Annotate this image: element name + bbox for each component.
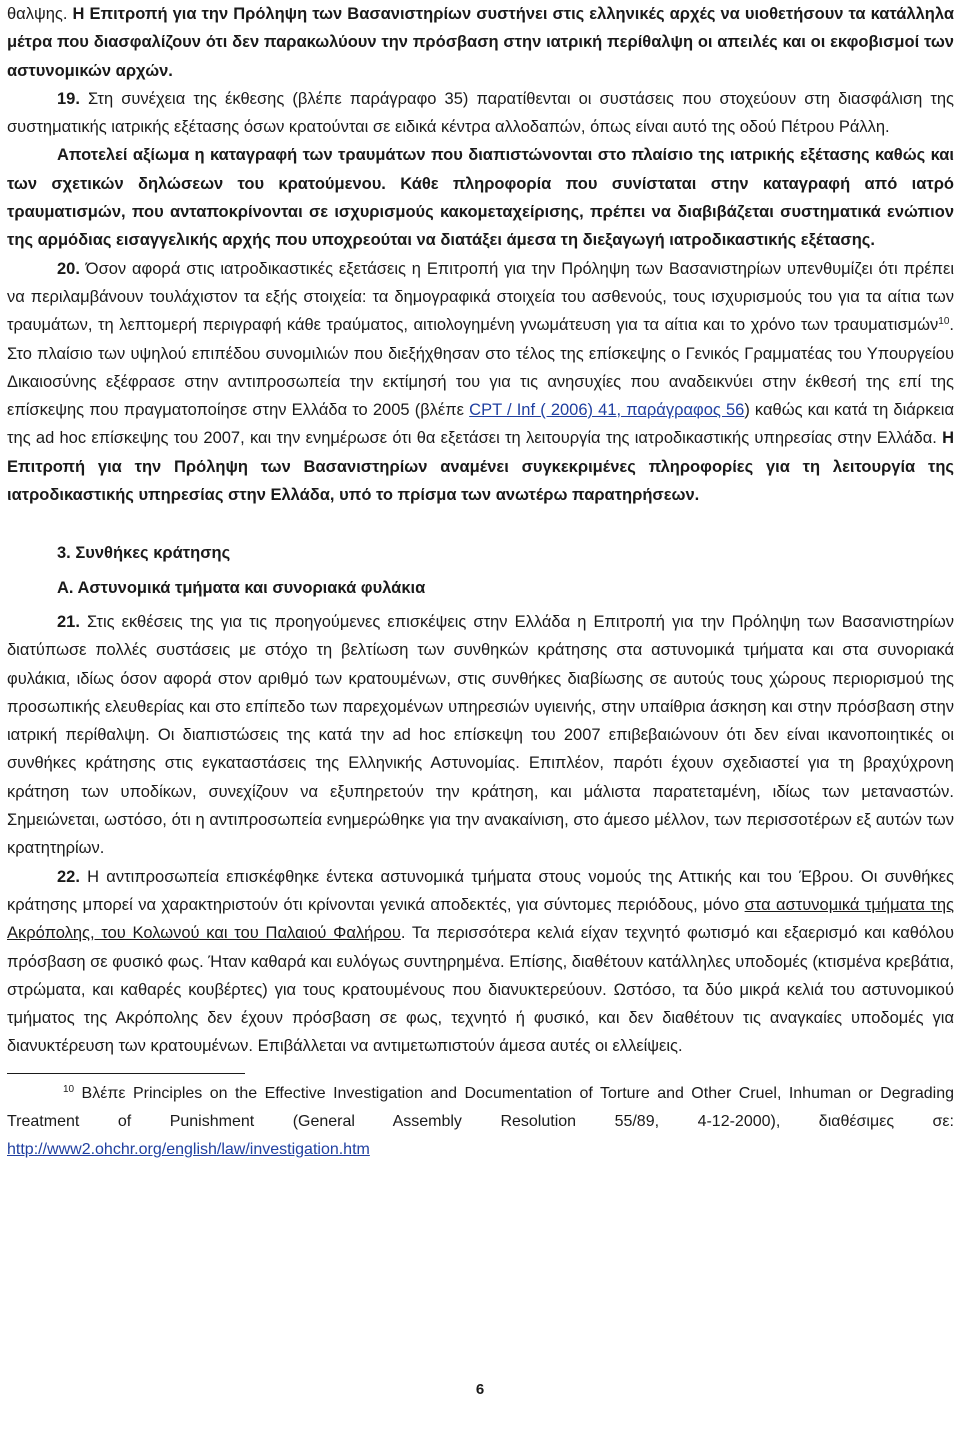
page-number: 6 [475,1381,485,1398]
recommendation-text: Αποτελεί αξίωμα η καταγραφή των τραυμάτων που διαπιστώνονται στο πλαίσιο της ιατρικής εξέτασης καθώς και των σχετικών δηλώσεων του κρατούμενου. Κάθε πληροφορία που συνίσταται στην καταγραφή από ιατρό τραυματισμών, που ανταποκρίνονται σε ισχυρισμούς κακομεταχείρισης, πρέπει να διαβιβάζεται συστηματικά ενώπιον της αρμόδιας εισαγγελικής αρχής που υποχρεούται να διατάξει άμεσα τη διεξαγωγή ιατροδικαστικής εξέτασης. [7,146,954,250]
paragraph-18-tail [7,0,954,85]
paragraph-19 [7,85,954,142]
report-reference-link[interactable]: CPT / Inf ( 2006) 41, παράγραφος 56 [469,401,745,420]
underlined-text: στα αστυνομικά τμήματα της Ακρόπολης, του Κολωνού και του Παλαιού Φαλήρου [7,895,954,943]
paragraph-20 [7,255,954,510]
footnote-text: Βλέπε Principles on the Effective Investigation and Documentation of Torture and Other Cruel, Inhuman or Degrading Treatment of Punishment (General Assembly Resolution 55/89, 4-12-2000), διαθέσιμες σε: [7,1084,954,1130]
paragraph-number: 19. [57,89,80,108]
footnote-number: 10 [63,1083,75,1095]
paragraph-text: . Στο πλαίσιο των υψηλού επιπέδου συνομιλιών που διεξήχθησαν στο τέλος της επίσκεψης ο Γενικός Γραμματέας του Υπουργείου Δικαιοσύνης εξέφρασε στην αντιπροσωπεία την εκτίμησή του για τις ανησυχίες που αναδεικνύει στην έκθεσή της επί της επίσκεψης που πραγματοποίησε στην Ελλάδα το 2005 (βλέπε [7,316,954,420]
footnote-link[interactable]: http://www2.ohchr.org/english/law/investigation.htm [7,1140,370,1158]
paragraph-text: Στις εκθέσεις της για τις προηγούμενες επισκέψεις στην Ελλάδα η Επιτροπή για την Πρόληψη των Βασανιστηρίων διατύπωσε πολλές συστάσεις με στόχο τη βελτίωση των συνθηκών κράτησης στα αστυνομικά τμήματα και στα συνοριακά φυλάκια, ιδίως όσον αφορά στον αριθμό των κρατουμένων, στις συνθήκες διαβίωσης σε αυτούς τους χώρους περιορισμού της προσωπικής ελευθερίας και στο επίπεδο των παρεχομένων υπηρεσιών υγιεινής, στην υπαίθρια άσκηση και στην πρόσβαση στην ιατρική περίθαλψη. Οι διαπιστώσεις της κατά την ad hoc επίσκεψη του 2007 επιβεβαιώνουν ότι δεν είναι ικανοποιητικές οι συνθήκες κράτησης στις εγκαταστάσεις της Ελληνικής Αστυνομίας. Επιπλέον, παρότι έχουν σχεδιαστεί για τη βραχύχρονη κράτηση των υποδίκων, συνεχίζουν να εξυπηρετούν την κράτηση, και μάλιστα παρατεταμένη, ιδίως των μεταναστών. Σημειώνεται, ωστόσο, ότι η αντιπροσωπεία ενημερώθηκε για την ανακαίνιση, στο άμεσο μέλλον, των περισσοτέρων εξ αυτών των κρατητηρίων. [7,612,954,858]
paragraph-19-recommendation [7,141,954,254]
paragraph-text: ) καθώς και κατά τη διάρκεια της ad hoc επίσκεψης του 2007, και την ενημέρωσε ότι θα εξετάσει τη λειτουργία της ιατροδικαστικής υπηρεσίας στην Ελλάδα. [7,401,954,448]
footnote-separator [7,1073,245,1074]
footnote-reference[interactable]: 10 [938,316,950,328]
recommendation-text: Η Επιτροπή για την Πρόληψη των Βασανιστηρίων συστήνει στις ελληνικές αρχές να υιοθετήσουν τα κατάλληλα μέτρα που διασφαλίζουν ότι δεν παρακωλύουν την πρόσβαση στην ιατρική περίθαλψη οι απειλές και οι εκφοβισμοί των αστυνομικών αρχών. [7,5,954,80]
paragraph-number: 20. [57,259,80,278]
paragraph-text: . Τα περισσότερα κελιά είχαν τεχνητό φωτισμό και εξαερισμό και καθόλου πρόσβαση σε φυσικό φως. Ήταν καθαρά και ευλόγως συντηρημένα. Επίσης, διαθέτουν κατάλληλες υποδομές (κτισμένα κρεβάτια, στρώματα, και καθαρές κουβέρτες) για τους κρατουμένους που διανυκτερεύουν. Ωστόσο, τα δύο μικρά κελιά του αστυνομικού τμήματος της Ακρόπολης δεν έχουν πρόσβαση σε φως, τεχνητό ή φυσικό, και δεν διαθέτουν τις αναγκαίες υποδομές για διανυκτέρευση των κρατουμένων. Επιβάλλεται να αντιμετωπιστούν άμεσα αυτές οι ελλείψεις. [7,924,954,1056]
paragraph-21 [7,608,954,863]
paragraph-text: Στη συνέχεια της έκθεσης (βλέπε παράγραφο 35) παρατίθενται οι συστάσεις που στοχεύουν στη διασφάλιση της συστηματικής ιατρικής εξέτασης όσων κρατούνται σε ειδικά κέντρα αλλοδαπών, όπως είναι αυτό της οδού Πέτρου Ράλλη. [7,89,954,137]
paragraph-22 [7,863,954,1061]
paragraph-text: θαλψης. [7,5,73,23]
footnote [7,1080,954,1164]
paragraph-text: Η αντιπροσωπεία επισκέφθηκε έντεκα αστυνομικά τμήματα στους νομούς της Αττικής και του Έβρου. Οι συνθήκες κράτησης μπορεί να χαρακτηριστούν ότι κρίνονται γενικά αποδεκτές, για σύντομες περιόδους, μόνο [7,867,954,914]
paragraph-number: 21. [57,612,80,631]
recommendation-text: Η Επιτροπή για την Πρόληψη των Βασανιστηρίων αναμένει συγκεκριμένες πληροφορίες για τη λειτουργία της ιατροδικαστικής υπηρεσίας στην Ελλάδα, υπό το πρίσμα των ανωτέρω παρατηρήσεων. [7,429,954,505]
subsection-heading: Α. Αστυνομικά τμήματα και συνοριακά φυλάκια [57,578,426,597]
section-heading: 3. Συνθήκες κράτησης [57,544,231,563]
paragraph-text: Όσον αφορά στις ιατροδικαστικές εξετάσεις η Επιτροπή για την Πρόληψη των Βασανιστηρίων υπενθυμίζει ότι πρέπει να περιλαμβάνουν τουλάχιστον τα εξής στοιχεία: τα δημογραφικά στοιχεία του ασθενούς, τους ισχυρισμούς του για τα αίτια των τραυμάτων, τη λεπτομερή περιγραφή κάθε τραύματος, αιτιολογημένη γνωμάτευση για τα αίτια και το χρόνο των τραυματισμών [7,259,954,335]
paragraph-number: 22. [57,867,80,886]
